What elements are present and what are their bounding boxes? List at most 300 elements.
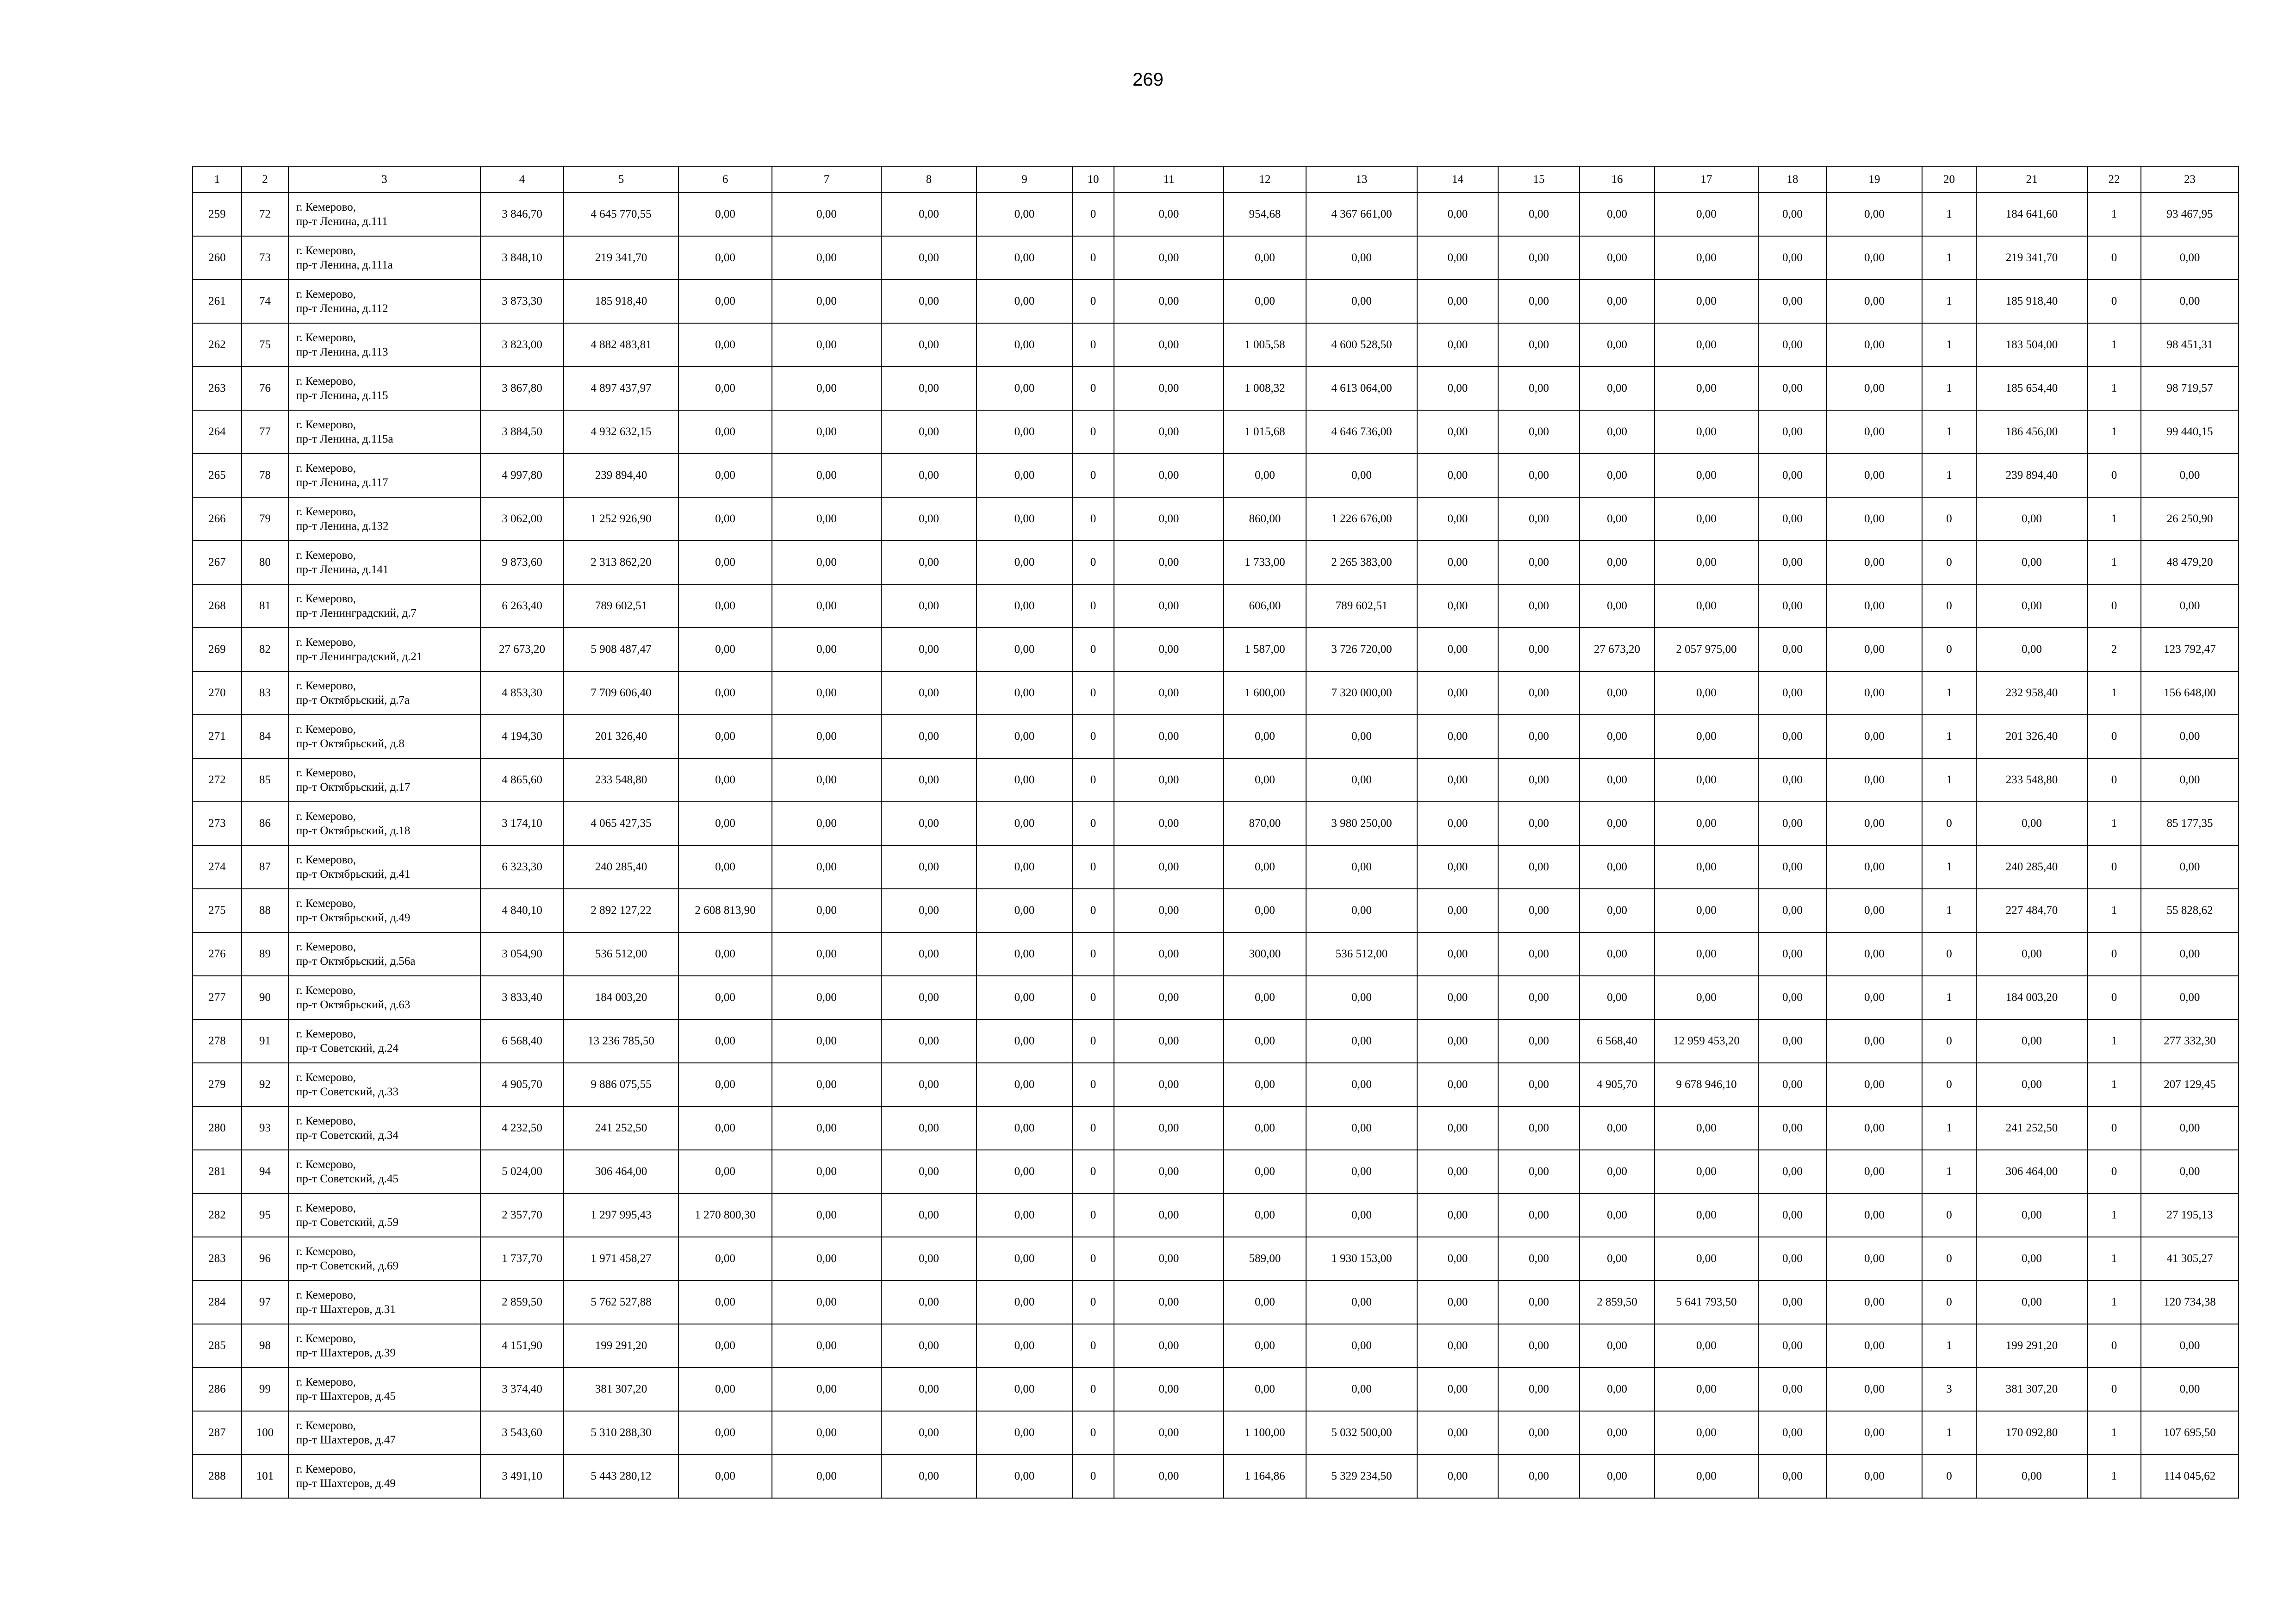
- table-cell: 277: [193, 976, 242, 1019]
- table-cell: 0,00: [1498, 1106, 1580, 1150]
- table-cell: 185 654,40: [1976, 367, 2087, 410]
- table-cell: 0,00: [1224, 976, 1306, 1019]
- table-cell: 0,00: [1224, 1368, 1306, 1411]
- table-cell: 3: [1922, 1368, 1976, 1411]
- table-cell: 270: [193, 671, 242, 715]
- table-row: [193, 1455, 2239, 1498]
- address-street: пр-т Советский, д.59: [296, 1216, 399, 1229]
- address-city: г. Кемерово,: [296, 1202, 356, 1214]
- table-cell: 75: [242, 323, 288, 367]
- table-cell: 1: [1922, 758, 1976, 802]
- table-cell: 0,00: [1655, 1237, 1758, 1280]
- table-cell: 1: [2087, 410, 2141, 454]
- table-cell: 0,00: [1306, 889, 1417, 932]
- table-cell: 0,00: [1417, 976, 1498, 1019]
- table-cell: 0,00: [1417, 280, 1498, 323]
- table-cell: 0,00: [772, 1193, 881, 1237]
- table-cell: 0: [1072, 1193, 1114, 1237]
- column-header: 16: [1580, 166, 1655, 193]
- address-street: пр-т Советский, д.69: [296, 1260, 399, 1272]
- table-cell: 85 177,35: [2141, 802, 2239, 845]
- table-cell: 0,00: [772, 932, 881, 976]
- address-street: пр-т Шахтеров, д.39: [296, 1347, 396, 1359]
- table-cell: 0,00: [1306, 1106, 1417, 1150]
- table-cell: 0,00: [881, 280, 977, 323]
- table-cell: 0,00: [1417, 1063, 1498, 1106]
- table-cell: 5 908 487,47: [564, 628, 678, 671]
- table-cell: 0,00: [1827, 889, 1922, 932]
- table-cell: 0,00: [1827, 976, 1922, 1019]
- table-cell: 0,00: [1655, 367, 1758, 410]
- table-cell: 0,00: [1655, 845, 1758, 889]
- table-cell: 0,00: [678, 932, 772, 976]
- address-city: г. Кемерово,: [296, 1071, 356, 1084]
- address-cell: [288, 1368, 480, 1411]
- address-street: пр-т Октябрьский, д.8: [296, 737, 404, 750]
- table-cell: 4 600 528,50: [1306, 323, 1417, 367]
- table-cell: 0,00: [1580, 845, 1655, 889]
- table-cell: 0,00: [1498, 584, 1580, 628]
- table-cell: 954,68: [1224, 193, 1306, 236]
- table-cell: 1: [1922, 889, 1976, 932]
- table-cell: 12 959 453,20: [1655, 1019, 1758, 1063]
- table-cell: 0,00: [678, 1019, 772, 1063]
- table-cell: 0,00: [678, 976, 772, 1019]
- table-cell: 199 291,20: [1976, 1324, 2087, 1368]
- table-cell: 1 600,00: [1224, 671, 1306, 715]
- table-cell: 0,00: [1758, 1368, 1827, 1411]
- table-cell: 0,00: [1498, 497, 1580, 541]
- table-row: [193, 410, 2239, 454]
- table-cell: 114 045,62: [2141, 1455, 2239, 1498]
- table-cell: 0,00: [1114, 1455, 1224, 1498]
- table-cell: 4 151,90: [480, 1324, 564, 1368]
- table-cell: 0,00: [1758, 1280, 1827, 1324]
- address-cell: [288, 1150, 480, 1193]
- table-cell: 0,00: [1306, 845, 1417, 889]
- address-city: г. Кемерово,: [296, 1332, 356, 1345]
- address-city: г. Кемерово,: [296, 1245, 356, 1258]
- table-cell: 156 648,00: [2141, 671, 2239, 715]
- table-cell: 0,00: [1224, 1063, 1306, 1106]
- table-cell: 0,00: [1827, 845, 1922, 889]
- table-cell: 4 997,80: [480, 454, 564, 497]
- table-row: [193, 715, 2239, 758]
- table-cell: 0: [1072, 410, 1114, 454]
- table-cell: 0,00: [1114, 193, 1224, 236]
- table-cell: 0,00: [1498, 1411, 1580, 1455]
- table-cell: 0: [1072, 1411, 1114, 1455]
- address-cell: [288, 280, 480, 323]
- address-street: пр-т Шахтеров, д.47: [296, 1434, 396, 1446]
- address-city: г. Кемерово,: [296, 810, 356, 823]
- address-cell: [288, 367, 480, 410]
- table-cell: 0: [1922, 584, 1976, 628]
- table-cell: 0,00: [678, 193, 772, 236]
- address-street: пр-т Ленина, д.111: [296, 215, 388, 228]
- table-cell: 0,00: [1758, 541, 1827, 584]
- table-cell: 3 062,00: [480, 497, 564, 541]
- table-cell: 0: [2087, 584, 2141, 628]
- table-cell: 0,00: [1655, 410, 1758, 454]
- table-cell: 0: [1072, 1368, 1114, 1411]
- table-cell: 870,00: [1224, 802, 1306, 845]
- table-cell: 0,00: [1758, 1106, 1827, 1150]
- table-cell: 1: [1922, 1150, 1976, 1193]
- table-row: [193, 1063, 2239, 1106]
- table-cell: 0: [1922, 1063, 1976, 1106]
- table-cell: 0,00: [1224, 1280, 1306, 1324]
- column-header: 20: [1922, 166, 1976, 193]
- table-cell: 0,00: [1580, 1368, 1655, 1411]
- table-cell: 261: [193, 280, 242, 323]
- table-cell: 272: [193, 758, 242, 802]
- address-street: пр-т Октябрьский, д.17: [296, 781, 411, 793]
- table-cell: 1: [1922, 410, 1976, 454]
- table-cell: 0,00: [1758, 715, 1827, 758]
- table-cell: 283: [193, 1237, 242, 1280]
- table-cell: 0,00: [1827, 1063, 1922, 1106]
- table-cell: 0: [1922, 497, 1976, 541]
- address-street: пр-т Октябрьский, д.56а: [296, 955, 416, 968]
- table-cell: 1 252 926,90: [564, 497, 678, 541]
- table-cell: 789 602,51: [1306, 584, 1417, 628]
- table-cell: 4 065 427,35: [564, 802, 678, 845]
- table-cell: 287: [193, 1411, 242, 1455]
- address-city: г. Кемерово,: [296, 767, 356, 779]
- table-cell: 83: [242, 671, 288, 715]
- table-row: [193, 1150, 2239, 1193]
- table-cell: 0,00: [1498, 410, 1580, 454]
- table-cell: 589,00: [1224, 1237, 1306, 1280]
- table-cell: 0,00: [881, 584, 977, 628]
- address-street: пр-т Ленина, д.132: [296, 520, 389, 532]
- table-cell: 381 307,20: [564, 1368, 678, 1411]
- address-cell: [288, 1106, 480, 1150]
- table-cell: 0,00: [1417, 1150, 1498, 1193]
- table-cell: 0,00: [1417, 1237, 1498, 1280]
- table-cell: 0,00: [1758, 758, 1827, 802]
- table-cell: 0,00: [977, 1019, 1072, 1063]
- table-cell: 0,00: [1417, 802, 1498, 845]
- table-cell: 860,00: [1224, 497, 1306, 541]
- column-header: 4: [480, 166, 564, 193]
- table-cell: 0,00: [772, 802, 881, 845]
- table-cell: 0,00: [1498, 1280, 1580, 1324]
- table-cell: 0,00: [772, 367, 881, 410]
- address-city: г. Кемерово,: [296, 897, 356, 910]
- table-cell: 55 828,62: [2141, 889, 2239, 932]
- table-cell: 0,00: [772, 454, 881, 497]
- table-cell: 0,00: [1306, 454, 1417, 497]
- table-cell: 0,00: [1580, 367, 1655, 410]
- table-row: [193, 280, 2239, 323]
- table-cell: 4 905,70: [480, 1063, 564, 1106]
- table-cell: 0,00: [772, 889, 881, 932]
- table-cell: 5 032 500,00: [1306, 1411, 1417, 1455]
- table-cell: 0,00: [1976, 584, 2087, 628]
- table-cell: 0,00: [1498, 1150, 1580, 1193]
- table-cell: 0,00: [2141, 1150, 2239, 1193]
- column-header: 9: [977, 166, 1072, 193]
- table-cell: 9 886 075,55: [564, 1063, 678, 1106]
- address-cell: [288, 976, 480, 1019]
- address-street: пр-т Октябрьский, д.41: [296, 868, 411, 881]
- table-cell: 1: [1922, 323, 1976, 367]
- table-row: [193, 1411, 2239, 1455]
- table-cell: 0: [2087, 1368, 2141, 1411]
- table-cell: 1: [2087, 1280, 2141, 1324]
- table-cell: 4 645 770,55: [564, 193, 678, 236]
- table-cell: 0: [1072, 671, 1114, 715]
- data-table: [192, 166, 2239, 1499]
- table-cell: 0,00: [1580, 976, 1655, 1019]
- table-cell: 0,00: [881, 1411, 977, 1455]
- table-cell: 0,00: [1114, 932, 1224, 976]
- table-cell: 0: [1072, 1063, 1114, 1106]
- table-cell: 0,00: [1758, 671, 1827, 715]
- table-cell: 0: [2087, 845, 2141, 889]
- table-cell: 0,00: [2141, 1324, 2239, 1368]
- table-cell: 0,00: [1976, 1237, 2087, 1280]
- table-cell: 0,00: [1114, 802, 1224, 845]
- table-cell: 0: [1072, 193, 1114, 236]
- column-header: 18: [1758, 166, 1827, 193]
- table-cell: 0,00: [678, 845, 772, 889]
- table-cell: 0,00: [1827, 1368, 1922, 1411]
- table-cell: 207 129,45: [2141, 1063, 2239, 1106]
- table-cell: 2 357,70: [480, 1193, 564, 1237]
- table-cell: 0,00: [977, 193, 1072, 236]
- table-cell: 3 823,00: [480, 323, 564, 367]
- table-cell: 288: [193, 1455, 242, 1498]
- address-city: г. Кемерово,: [296, 288, 356, 300]
- table-cell: 0,00: [1580, 541, 1655, 584]
- table-cell: 1 930 153,00: [1306, 1237, 1417, 1280]
- table-cell: 0,00: [1827, 1150, 1922, 1193]
- table-cell: 3 054,90: [480, 932, 564, 976]
- table-cell: 1 015,68: [1224, 410, 1306, 454]
- table-cell: 0,00: [977, 1063, 1072, 1106]
- table-cell: 0,00: [2141, 454, 2239, 497]
- table-cell: 0,00: [1655, 1324, 1758, 1368]
- table-cell: 0,00: [881, 410, 977, 454]
- table-cell: 0,00: [1306, 1324, 1417, 1368]
- table-cell: 0,00: [1655, 1455, 1758, 1498]
- table-row: [193, 236, 2239, 280]
- table-cell: 0,00: [678, 758, 772, 802]
- table-cell: 0,00: [1224, 236, 1306, 280]
- table-cell: 88: [242, 889, 288, 932]
- table-cell: 0,00: [772, 236, 881, 280]
- table-cell: 0,00: [881, 671, 977, 715]
- table-cell: 0,00: [1417, 193, 1498, 236]
- address-cell: [288, 671, 480, 715]
- table-cell: 0,00: [1655, 1193, 1758, 1237]
- table-cell: 0,00: [977, 410, 1072, 454]
- table-cell: 1 297 995,43: [564, 1193, 678, 1237]
- table-row: [193, 1324, 2239, 1368]
- table-cell: 199 291,20: [564, 1324, 678, 1368]
- table-cell: 0,00: [1580, 1455, 1655, 1498]
- table-cell: 4 865,60: [480, 758, 564, 802]
- table-cell: 91: [242, 1019, 288, 1063]
- column-header: 13: [1306, 166, 1417, 193]
- table-cell: 0,00: [1114, 323, 1224, 367]
- table-row: [193, 889, 2239, 932]
- table-cell: 0,00: [1580, 932, 1655, 976]
- table-cell: 0,00: [881, 976, 977, 1019]
- table-cell: 98: [242, 1324, 288, 1368]
- table-cell: 1: [2087, 497, 2141, 541]
- table-cell: 0,00: [1114, 671, 1224, 715]
- table-cell: 0,00: [881, 932, 977, 976]
- table-cell: 0,00: [1758, 367, 1827, 410]
- table-cell: 0,00: [772, 976, 881, 1019]
- table-cell: 0: [1922, 1019, 1976, 1063]
- table-row: [193, 1237, 2239, 1280]
- table-cell: 0,00: [977, 454, 1072, 497]
- address-city: г. Кемерово,: [296, 1028, 356, 1040]
- table-cell: 0,00: [678, 1280, 772, 1324]
- table-cell: 239 894,40: [564, 454, 678, 497]
- address-street: пр-т Советский, д.45: [296, 1173, 399, 1185]
- table-cell: 285: [193, 1324, 242, 1368]
- table-cell: 0,00: [772, 1063, 881, 1106]
- table-cell: 0,00: [678, 323, 772, 367]
- address-city: г. Кемерово,: [296, 1115, 356, 1127]
- table-cell: 0,00: [1417, 1193, 1498, 1237]
- table-cell: 0,00: [1580, 410, 1655, 454]
- table-cell: 0,00: [1976, 497, 2087, 541]
- table-cell: 1 270 800,30: [678, 1193, 772, 1237]
- table-cell: 0,00: [1417, 497, 1498, 541]
- table-cell: 0,00: [1827, 1106, 1922, 1150]
- table-cell: 0,00: [1827, 367, 1922, 410]
- table-cell: 0,00: [1655, 889, 1758, 932]
- table-cell: 0,00: [772, 1106, 881, 1150]
- table-cell: 0,00: [977, 323, 1072, 367]
- table-cell: 0,00: [2141, 1368, 2239, 1411]
- table-cell: 233 548,80: [564, 758, 678, 802]
- table-cell: 0,00: [1580, 497, 1655, 541]
- table-cell: 0: [1072, 1150, 1114, 1193]
- table-cell: 0,00: [2141, 280, 2239, 323]
- table-cell: 0,00: [1827, 1411, 1922, 1455]
- table-cell: 0: [1072, 628, 1114, 671]
- table-cell: 1: [1922, 1411, 1976, 1455]
- table-cell: 0: [2087, 280, 2141, 323]
- table-cell: 0,00: [2141, 584, 2239, 628]
- table-cell: 0,00: [1224, 1019, 1306, 1063]
- table-cell: 1 100,00: [1224, 1411, 1306, 1455]
- table-cell: 0,00: [977, 1150, 1072, 1193]
- address-cell: [288, 193, 480, 236]
- table-cell: 259: [193, 193, 242, 236]
- table-cell: 0,00: [1655, 671, 1758, 715]
- table-cell: 0,00: [1655, 584, 1758, 628]
- table-cell: 0,00: [678, 541, 772, 584]
- column-header: 11: [1114, 166, 1224, 193]
- table-cell: 93 467,95: [2141, 193, 2239, 236]
- table-cell: 0,00: [977, 1106, 1072, 1150]
- table-cell: 0,00: [1976, 932, 2087, 976]
- table-cell: 1: [2087, 1019, 2141, 1063]
- address-city: г. Кемерово,: [296, 984, 356, 997]
- table-cell: 306 464,00: [564, 1150, 678, 1193]
- table-cell: 0,00: [678, 497, 772, 541]
- table-cell: 76: [242, 367, 288, 410]
- table-cell: 0,00: [1827, 758, 1922, 802]
- table-cell: 1: [1922, 367, 1976, 410]
- table-cell: 0,00: [1758, 802, 1827, 845]
- table-cell: 7 320 000,00: [1306, 671, 1417, 715]
- table-cell: 0,00: [1758, 1237, 1827, 1280]
- table-cell: 232 958,40: [1976, 671, 2087, 715]
- table-cell: 0,00: [977, 715, 1072, 758]
- address-street: пр-т Октябрьский, д.49: [296, 912, 411, 924]
- table-cell: 0,00: [1114, 454, 1224, 497]
- table-cell: 0,00: [2141, 236, 2239, 280]
- table-cell: 0,00: [881, 758, 977, 802]
- table-cell: 0,00: [1655, 193, 1758, 236]
- table-cell: 0,00: [678, 584, 772, 628]
- table-cell: 3 867,80: [480, 367, 564, 410]
- table-cell: 0,00: [1976, 1063, 2087, 1106]
- address-street: пр-т Ленина, д.112: [296, 302, 388, 315]
- table-cell: 0,00: [1580, 280, 1655, 323]
- table-cell: 260: [193, 236, 242, 280]
- table-row: [193, 497, 2239, 541]
- table-cell: 0,00: [1827, 1280, 1922, 1324]
- address-cell: [288, 1324, 480, 1368]
- table-cell: 279: [193, 1063, 242, 1106]
- column-header: 23: [2141, 166, 2239, 193]
- table-row: [193, 628, 2239, 671]
- table-cell: 0,00: [1655, 497, 1758, 541]
- table-cell: 0,00: [772, 323, 881, 367]
- address-city: г. Кемерово,: [296, 549, 356, 562]
- column-header: 7: [772, 166, 881, 193]
- table-cell: 77: [242, 410, 288, 454]
- table-cell: 0,00: [1976, 1019, 2087, 1063]
- address-cell: [288, 1455, 480, 1498]
- table-cell: 2 313 862,20: [564, 541, 678, 584]
- table-cell: 0,00: [772, 280, 881, 323]
- table-cell: 286: [193, 1368, 242, 1411]
- address-city: г. Кемерово,: [296, 418, 356, 431]
- table-cell: 0,00: [678, 367, 772, 410]
- table-cell: 27 673,20: [480, 628, 564, 671]
- table-cell: 185 918,40: [1976, 280, 2087, 323]
- table-cell: 0,00: [678, 715, 772, 758]
- address-city: г. Кемерово,: [296, 636, 356, 649]
- table-cell: 0,00: [678, 628, 772, 671]
- table-cell: 240 285,40: [1976, 845, 2087, 889]
- table-cell: 1: [2087, 323, 2141, 367]
- table-cell: 0,00: [1224, 845, 1306, 889]
- table-cell: 0,00: [1114, 1106, 1224, 1150]
- table-cell: 2 892 127,22: [564, 889, 678, 932]
- table-cell: 0,00: [1758, 497, 1827, 541]
- table-cell: 0,00: [1224, 1193, 1306, 1237]
- table-cell: 265: [193, 454, 242, 497]
- table-cell: 1: [2087, 889, 2141, 932]
- table-cell: 0,00: [1498, 236, 1580, 280]
- table-cell: 0,00: [1655, 236, 1758, 280]
- table-cell: 4 367 661,00: [1306, 193, 1417, 236]
- table-cell: 0,00: [1655, 1150, 1758, 1193]
